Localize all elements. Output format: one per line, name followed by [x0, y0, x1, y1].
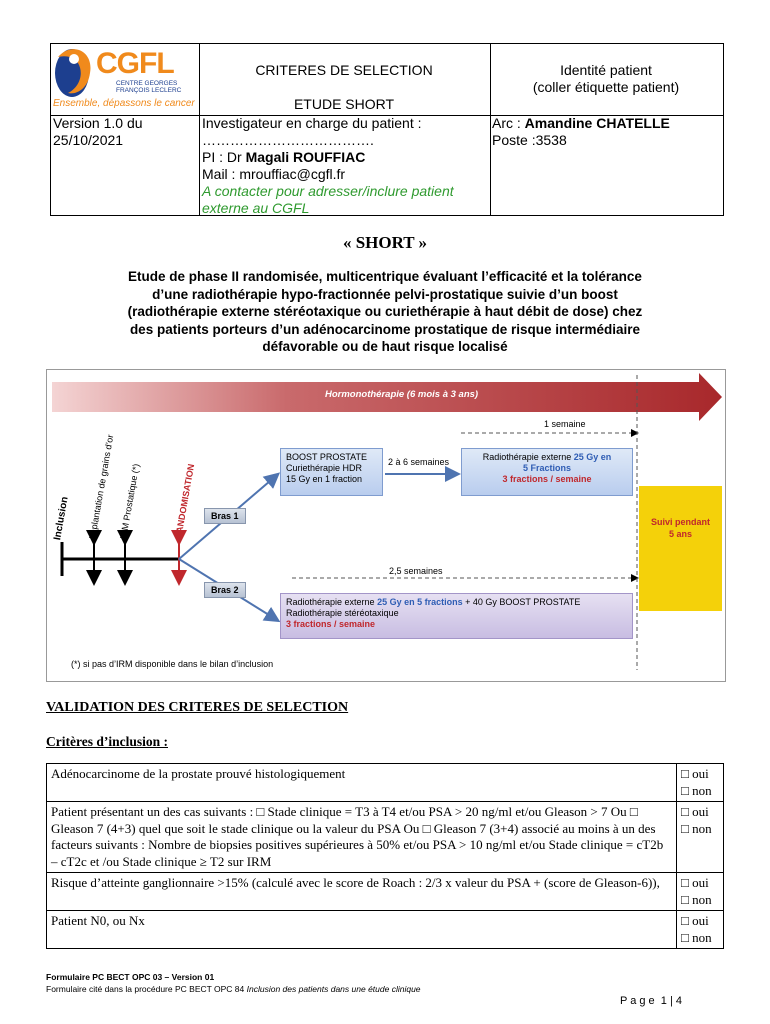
arm-1-label: Bras 1	[204, 508, 246, 524]
rt-arm1-line-1	[467, 452, 627, 463]
patient-id-label	[490, 62, 722, 96]
inclusion-label: Inclusion	[52, 495, 71, 541]
follow-up-line-1: Suivi pendant	[650, 517, 710, 527]
mail-line: Mail : mrouffiac@cgfl.fr	[202, 166, 346, 182]
gap-1-label: 2 à 6 semaines	[388, 457, 450, 467]
hormone-label: Hormonothérapie (6 mois à 3 ans)	[325, 389, 479, 400]
criterion-text: Patient présentant un des cas suivants : □ Stade clinique = T3 à T4 et/ou PSA > 20 ng/ml et/ou Gleason > 7 Ou □ Gleason 7 (4+3) quel que soit le stade clinique ou la valeur du PSA Ou □ Gleason 7 (3+4) associé au moins à un des facteurs suivants : Nombre de biopsies positives supérieures à 50% et/ou PSA > 10 ng/ml et/ou Stade clinique = cT2b – cT2c et /ou Stade clinique ≥ T2 sur IRM	[47, 802, 677, 873]
study-desc-line-5: défavorable ou de haut risque localisé	[262, 339, 508, 354]
arm-2-label: Bras 2	[204, 582, 246, 598]
randomisation-label: RANDOMISATION	[173, 463, 197, 540]
rt-arm1-line-3: 3 fractions / semaine	[502, 474, 592, 484]
arc-line	[492, 115, 722, 132]
cgfl-logo	[50, 43, 198, 115]
study-desc-line-1: Etude de phase II randomisée, multicentrique évaluant l’efficacité et la tolérance	[128, 269, 642, 284]
rt-arm2-box	[280, 593, 633, 639]
footer-cited-prefix: Formulaire cité dans la procédure PC BECT OPC 84	[46, 984, 247, 994]
patient-id-line-1: Identité patient	[560, 62, 652, 78]
rt-arm2-line-1	[286, 597, 627, 608]
arc-block	[492, 115, 722, 149]
non-checkbox[interactable]: □ non	[681, 929, 712, 945]
criterion-options	[677, 802, 724, 873]
study-desc-line-2: d’une radiothérapie hypo-fractionnée pelvi-prostatique suivie d’un boost	[152, 286, 618, 302]
pi-line	[202, 149, 486, 166]
logo-subtitle-1: CENTRE GEORGES	[116, 80, 178, 87]
rt-arm1-box	[461, 448, 633, 496]
investigator-block	[202, 115, 486, 217]
poste-line: Poste :3538	[492, 132, 567, 148]
arc-prefix: Arc :	[492, 115, 525, 131]
irm-label: IRM Prostatique (*)	[118, 462, 142, 540]
patient-id-line-2: (coller étiquette patient)	[532, 79, 680, 95]
table-row	[47, 911, 724, 949]
version-text: Version 1.0 du 25/10/2021	[53, 115, 143, 148]
logo-brand: CGFL	[96, 47, 174, 80]
criterion-options	[677, 911, 724, 949]
criterion-text: Risque d’atteinte ganglionnaire >15% (calculé avec le score de Roach : 2/3 x valeur du PSA + (score de Gleason-6)),	[47, 873, 677, 911]
criterion-options	[677, 764, 724, 802]
arc-name: Amandine CHATELLE	[524, 115, 670, 131]
table-row	[47, 873, 724, 911]
study-desc-line-4: des patients porteurs d’un adénocarcinome prostatique de risque intermédiaire	[129, 321, 641, 337]
rt-arm1-line-2: 5 Fractions	[522, 463, 571, 473]
boost-line-3: 15 Gy en 1 fraction	[286, 474, 363, 484]
study-title: ETUDE SHORT	[293, 96, 395, 112]
investigator-dots[interactable]: ……………………………….	[202, 132, 374, 148]
table-row	[47, 802, 724, 873]
study-desc-line-3: (radiothérapie externe stéréotaxique ou curiethérapie à haut débit de dose) chez	[127, 304, 643, 319]
rt-arm2-line-1a: Radiothérapie externe	[286, 597, 378, 607]
non-checkbox[interactable]: □ non	[681, 820, 712, 836]
rt-arm1-line-1b: 25 Gy en	[573, 452, 612, 462]
criteria-title: CRITERES DE SELECTION	[255, 62, 433, 78]
boost-line-1: BOOST PROSTATE	[286, 452, 368, 462]
week-1-label: 1 semaine	[544, 419, 586, 429]
boost-box	[280, 448, 383, 496]
inclusion-criteria-table	[46, 763, 724, 949]
contact-line-1: A contacter pour adresser/inclure patient	[202, 183, 454, 199]
study-design-diagram	[46, 369, 726, 682]
logo-tagline: Ensemble, dépassons le cancer	[53, 98, 195, 109]
rt-arm2-line-1c: + 40 Gy BOOST PROSTATE	[462, 597, 581, 607]
investigator-label: Investigateur en charge du patient :	[202, 115, 422, 131]
study-description	[40, 268, 730, 356]
rt-arm2-line-2: Radiothérapie stéréotaxique	[286, 608, 399, 618]
criterion-options	[677, 873, 724, 911]
contact-line-2: externe au CGFL	[202, 200, 310, 216]
non-checkbox[interactable]: □ non	[681, 782, 712, 798]
oui-checkbox[interactable]: □ oui	[681, 913, 709, 928]
rt-arm2-line-1b: 25 Gy en 5 fractions	[377, 597, 463, 607]
follow-up-text	[639, 516, 722, 540]
follow-up-line-2: 5 ans	[668, 529, 692, 539]
oui-checkbox[interactable]: □ oui	[681, 766, 709, 781]
footer-form-id: Formulaire PC BECT OPC 03 – Version 01	[46, 972, 215, 982]
oui-checkbox[interactable]: □ oui	[681, 875, 709, 890]
rt-arm2-line-3: 3 fractions / semaine	[286, 619, 376, 629]
short-title: « SHORT »	[342, 233, 428, 252]
rt-arm1-line-1a: Radiothérapie externe	[482, 452, 574, 462]
implant-label: Implantation de grains d’or	[87, 433, 116, 540]
boost-line-2: Curiethérapie HDR	[286, 463, 363, 473]
diagram-footnote: (*) si pas d’IRM disponible dans le bilan d’inclusion	[71, 659, 274, 669]
footer-cited-italic: Inclusion des patients dans une étude clinique	[246, 984, 421, 994]
validation-heading: VALIDATION DES CRITERES DE SELECTION	[46, 700, 349, 715]
gap-2-label: 2,5 semaines	[389, 566, 443, 576]
pi-prefix: PI : Dr	[202, 149, 246, 165]
non-checkbox[interactable]: □ non	[681, 891, 712, 907]
table-row	[47, 764, 724, 802]
logo-subtitle-2: FRANÇOIS LECLERC	[116, 87, 182, 94]
criterion-text: Adénocarcinome de la prostate prouvé histologiquement	[47, 764, 677, 802]
page-number: P a g e 1 | 4	[620, 995, 682, 1007]
follow-up-box	[639, 486, 722, 611]
pi-name: Magali ROUFFIAC	[245, 149, 366, 165]
criterion-text: Patient N0, ou Nx	[47, 911, 677, 949]
inclusion-criteria-heading: Critères d’inclusion :	[46, 734, 168, 749]
oui-checkbox[interactable]: □ oui	[681, 804, 709, 819]
footer-cited	[46, 984, 421, 994]
